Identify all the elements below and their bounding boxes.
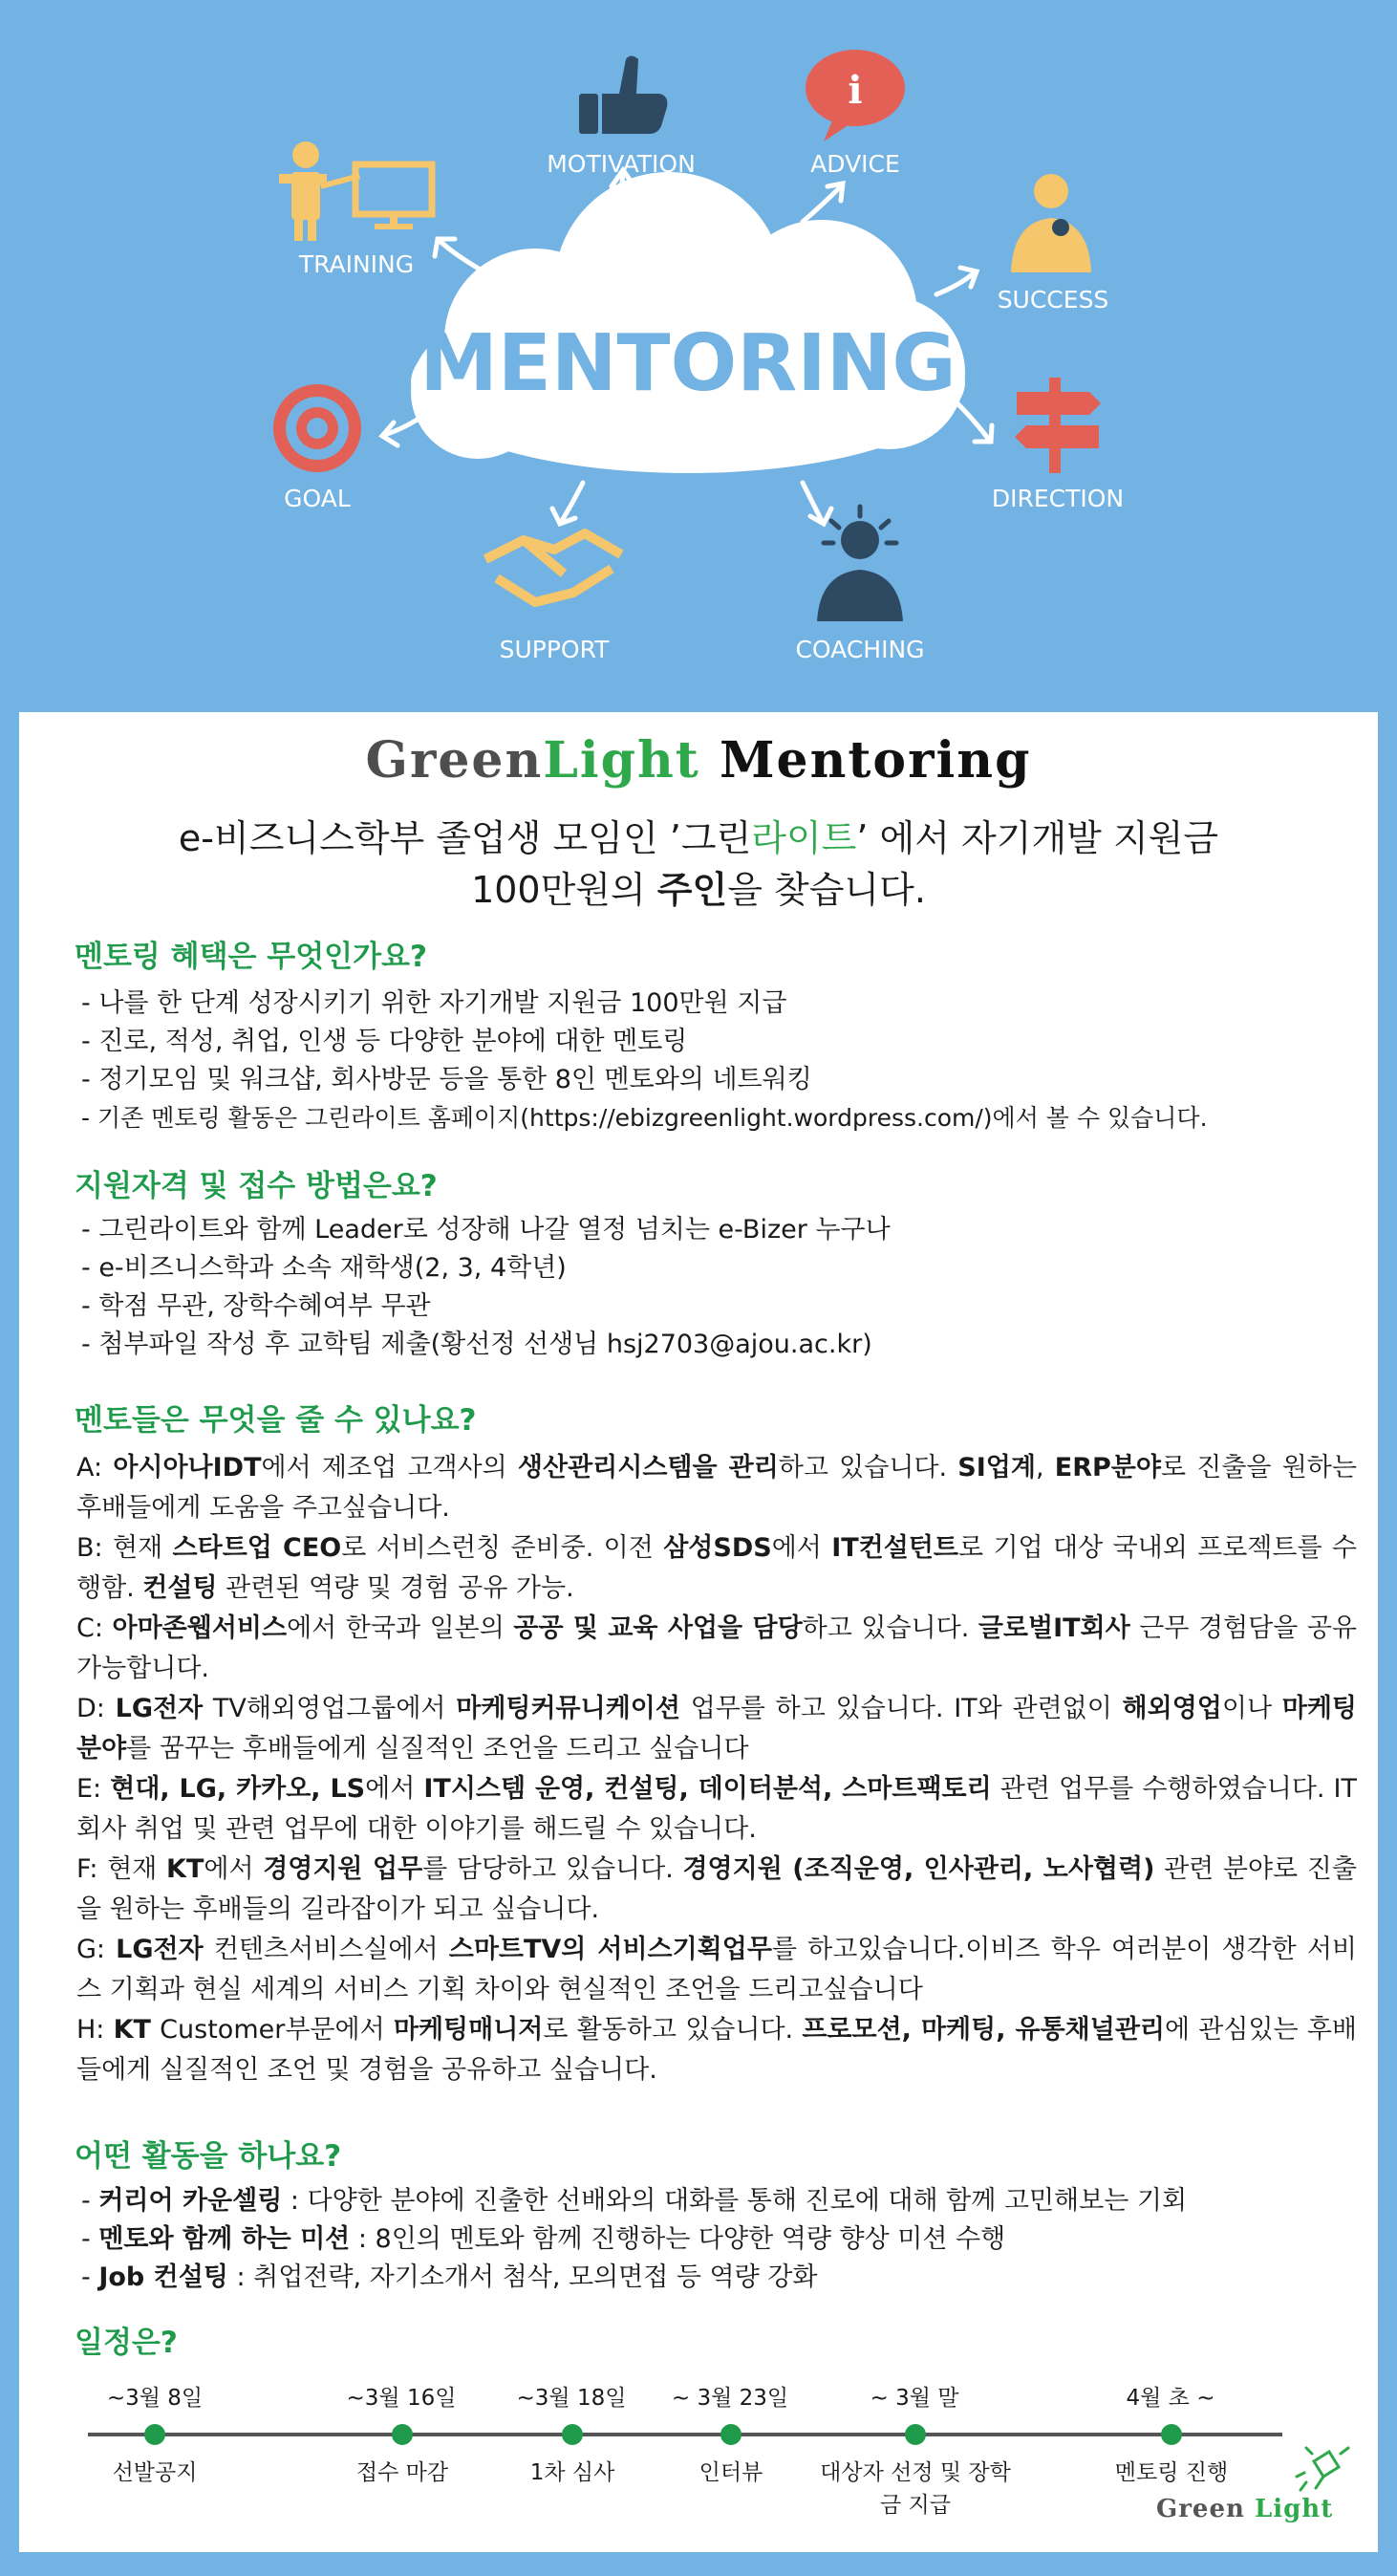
hero-label-coaching: COACHING [795,636,925,663]
mentor-text: TV해외영업그룹에서 [203,1694,457,1723]
mentor-text: A: [76,1453,114,1483]
mentor-highlight: IT시스템 운영, 컨설팅, 데이터분석, 스마트팩토리 [423,1774,992,1804]
mentor-text: 를 하고있습니다.이비즈 학우 여러분이 생각한 서비스 기획과 현실 세계의 서비스 기획 차이와 현실적인 조언을 드리고싶습니다 [76,1935,1357,2004]
mentor-entry [76,1609,1357,1689]
mentor-text: 로 진출을 원하는 후배들에게 도움을 주고싶습니다. [76,1453,1357,1523]
mentor-entry [76,2010,1357,2090]
item-bold: Job 컨설팅 [98,2262,228,2292]
mentor-text: B: 현재 [76,1533,173,1563]
mentor-highlight: 해외영업 [1122,1694,1222,1723]
mentor-entry [76,1689,1357,1769]
hero-illustration [0,0,1397,712]
mentor-highlight: LG전자 [115,1694,204,1723]
mentor-text: 관련 분야로 진출을 원하는 후배들의 길라잡이가 되고 싶습니다. [76,1854,1357,1924]
list-item: - 첨부파일 작성 후 교학팀 제출(황선정 선생님 hsj2703@ajou.ac.kr) [81,1330,872,1359]
mentor-text: 에서 제조업 고객사의 [261,1453,518,1483]
timeline-date: ~3월 8일 [106,2386,204,2411]
activities-list [81,2182,1187,2297]
list-item [81,2220,1187,2259]
timeline-date: ~ 3월 23일 [671,2386,789,2411]
mentor-entry [76,1528,1357,1609]
subtitle-text: 을 찾습니다. [727,869,926,911]
subtitle-text: e-비즈니스학부 졸업생 모임인 ’그린 [178,817,752,859]
mentor-text: 로 기업 대상 국내외 프로젝트를 수행함. [76,1533,1357,1603]
mentor-text: Customer부문에서 [150,2015,394,2045]
benefits-heading: 멘토링 혜택은 무엇인가요? [75,940,427,974]
mentor-text: 를 담당하고 있습니다. [422,1854,683,1884]
target-icon [273,384,361,472]
mentor-highlight: 공공 및 교육 사업을 담당 [513,1613,803,1643]
mentor-text: 로 활동하고 있습니다. [543,2015,803,2045]
mentor-text: 에서 [204,1854,264,1884]
mentor-text: 업무를 하고 있습니다. IT와 관련없이 [679,1694,1123,1723]
logo-part: Light [1254,2495,1334,2523]
greenlight-logo [1156,2495,1333,2523]
mentor-text: D: [76,1694,116,1723]
mentor-text: 에서 한국과 일본의 [287,1613,514,1643]
hero-label-advice: ADVICE [810,150,900,178]
mentor-text: 근무 경험담을 공유가능합니다. [76,1613,1357,1683]
mentor-text: 하고 있습니다. [778,1453,958,1483]
timeline-label: 대상자 선정 및 장학금 지급 [820,2460,1011,2518]
mentor-highlight: KT [113,2015,151,2045]
mentor-highlight: 경영지원 업무 [263,1854,423,1884]
mentor-text: 컨텐츠서비스실에서 [203,1935,449,1964]
mentor-highlight: 아시아나IDT [113,1453,262,1483]
mentor-text: F: 현재 [76,1854,167,1884]
mentor-text: E: [76,1774,111,1804]
mentor-highlight: 글로벌IT회사 [978,1613,1130,1643]
timeline-label: 선발공지 [112,2460,198,2485]
hero-label-success: SUCCESS [997,286,1109,314]
title-light-part: Light [543,731,700,790]
subtitle-text: ’ 에서 자기개발 지원금 [856,817,1219,859]
title-mentoring-part: Mentoring [719,731,1032,790]
mentor-highlight: 마케팅분야 [76,1694,1357,1764]
mentor-text: 에서 [771,1533,832,1563]
subtitle-text: 100만원의 [471,869,657,911]
mentor-highlight: 아마존웹서비스 [112,1613,288,1643]
mentor-text: , [1035,1453,1055,1483]
mentor-text: 이나 [1221,1694,1282,1723]
page-title [19,731,1378,790]
mentor-highlight: ERP분야 [1054,1453,1161,1483]
mentor-highlight: 컨설팅 [142,1573,218,1603]
mentor-entry [76,1769,1357,1850]
timeline-date: ~3월 16일 [346,2386,457,2411]
timeline-dot [562,2424,583,2445]
mentor-highlight: 스타트업 CEO [172,1533,342,1563]
timeline-dot [1161,2424,1182,2445]
mentor-highlight: KT [166,1854,204,1884]
hero-label-direction: DIRECTION [991,485,1125,512]
mentor-highlight: 마케팅매니저 [393,2015,544,2045]
list-item: - 정기모임 및 워크샵, 회사방문 등을 통한 8인 멘토와의 네트워킹 [81,1065,812,1094]
mentor-highlight: 현대, LG, 카카오, LS [110,1774,366,1804]
list-item [81,2182,1187,2220]
item-prefix: - [81,2262,99,2292]
mentor-highlight: IT컨설턴트 [831,1533,959,1563]
mentor-highlight: 스마트TV의 서비스기획업무 [448,1935,772,1964]
mentor-text: 관련된 역량 및 경험 공유 가능. [217,1573,574,1603]
mentor-entry [76,1850,1357,1930]
mentor-text: G: [76,1935,117,1964]
mentor-highlight: 마케팅커뮤니케이션 [456,1694,680,1723]
timeline-dot [392,2424,413,2445]
eligibility-list [81,1211,891,1364]
mentor-text: 관련 업무를 수행하였습니다. IT회사 취업 및 관련 업무에 대한 이야기를 해드릴 수 있습니다. [76,1774,1358,1844]
hero-label-training: TRAINING [298,250,415,278]
mentor-text: H: [76,2015,114,2045]
subtitle-bold: 주인 [656,869,728,911]
item-bold: 커리어 카운셀링 [98,2186,283,2216]
mentor-text: C: [76,1613,113,1643]
list-item: - 나를 한 단계 성장시키기 위한 자기개발 지원금 100만원 지급 [81,988,787,1018]
mentor-highlight: LG전자 [116,1935,204,1964]
mentor-text: 로 서비스런칭 준비중. 이전 [341,1533,664,1563]
mentors-list [76,1448,1357,2090]
list-item: - 진로, 적성, 취업, 인생 등 다양한 분야에 대한 멘토링 [81,1027,688,1056]
list-item: - 학점 무관, 장학수혜여부 무관 [81,1291,431,1321]
timeline-date: 4월 초 ~ [1126,2386,1215,2411]
timeline-label: 1차 심사 [529,2460,615,2485]
timeline-date: ~ 3월 말 [870,2386,959,2411]
hero-banner [0,0,1397,712]
page-subtitle [19,812,1378,916]
timeline-label: 접수 마감 [355,2460,449,2485]
content-card [19,712,1378,2552]
mentor-text: 에 관심있는 후배들에게 실질적인 조언 및 경험을 공유하고 싶습니다. [76,2015,1357,2085]
benefits-list [81,985,1208,1137]
list-item [81,2259,1187,2297]
timeline-label: 멘토링 진행 [1114,2460,1229,2485]
mentor-entry [76,1448,1357,1528]
mentor-highlight: 경영지원 (조직운영, 인사관리, 노사협력) [682,1854,1155,1884]
mentor-text: 에서 [365,1774,424,1804]
timeline-dot [144,2424,165,2445]
item-prefix: - [81,2224,99,2254]
item-text: : 다양한 분야에 진출한 선배와의 대화를 통해 진로에 대해 함께 고민해보는 기회 [282,2186,1188,2216]
hero-label-support: SUPPORT [499,636,610,663]
hero-center-word: MENTORING [419,318,956,409]
flashlight-icon [1295,2444,1352,2497]
advice-badge-letter: i [848,68,863,113]
mentor-text: 하고 있습니다. [802,1613,978,1643]
timeline-date: ~3월 18일 [516,2386,627,2411]
mentor-highlight: 프로모션, 마케팅, 유통채널관리 [802,2015,1165,2045]
hero-label-motivation: MOTIVATION [547,150,696,178]
hero-label-goal: GOAL [284,485,351,512]
mentors-heading: 멘토들은 무엇을 줄 수 있나요? [75,1403,477,1438]
timeline-dot [905,2424,926,2445]
list-item: - e-비즈니스학과 소속 재학생(2, 3, 4학년) [81,1253,567,1283]
item-text: : 취업전략, 자기소개서 첨삭, 모의면접 등 역량 강화 [227,2262,818,2292]
title-green-part: Green [365,731,544,790]
mentor-entry [76,1930,1357,2010]
timeline-dot [720,2424,741,2445]
timeline-line [88,2433,1282,2436]
mentor-highlight: SI업계 [957,1453,1036,1483]
eligibility-heading: 지원자격 및 접수 방법은요? [75,1169,438,1203]
schedule-heading: 일정은? [75,2326,178,2360]
list-item: - 기존 멘토링 활동은 그린라이트 홈페이지(https://ebizgreenlight.wordpress.com/)에서 볼 수 있습니다. [81,1104,1208,1132]
mentor-highlight: 삼성SDS [663,1533,772,1563]
mentor-highlight: 생산관리시스템을 관리 [517,1453,779,1483]
timeline-label: 인터뷰 [698,2460,763,2485]
list-item: - 그린라이트와 함께 Leader로 성장해 나갈 열정 넘치는 e-Bizer 누구나 [81,1215,891,1245]
activities-heading: 어떤 활동을 하나요? [75,2139,342,2174]
logo-part: Green [1156,2495,1255,2523]
subtitle-highlight: 라이트 [751,817,857,859]
mentor-text: 를 꿈꾸는 후배들에게 실질적인 조언을 드리고 싶습니다 [126,1734,749,1764]
bottom-border [0,2552,1397,2576]
item-text: : 8인의 멘토와 함께 진행하는 다양한 역량 향상 미션 수행 [350,2224,1006,2254]
item-bold: 멘토와 함께 하는 미션 [98,2224,351,2254]
item-prefix: - [81,2186,99,2216]
